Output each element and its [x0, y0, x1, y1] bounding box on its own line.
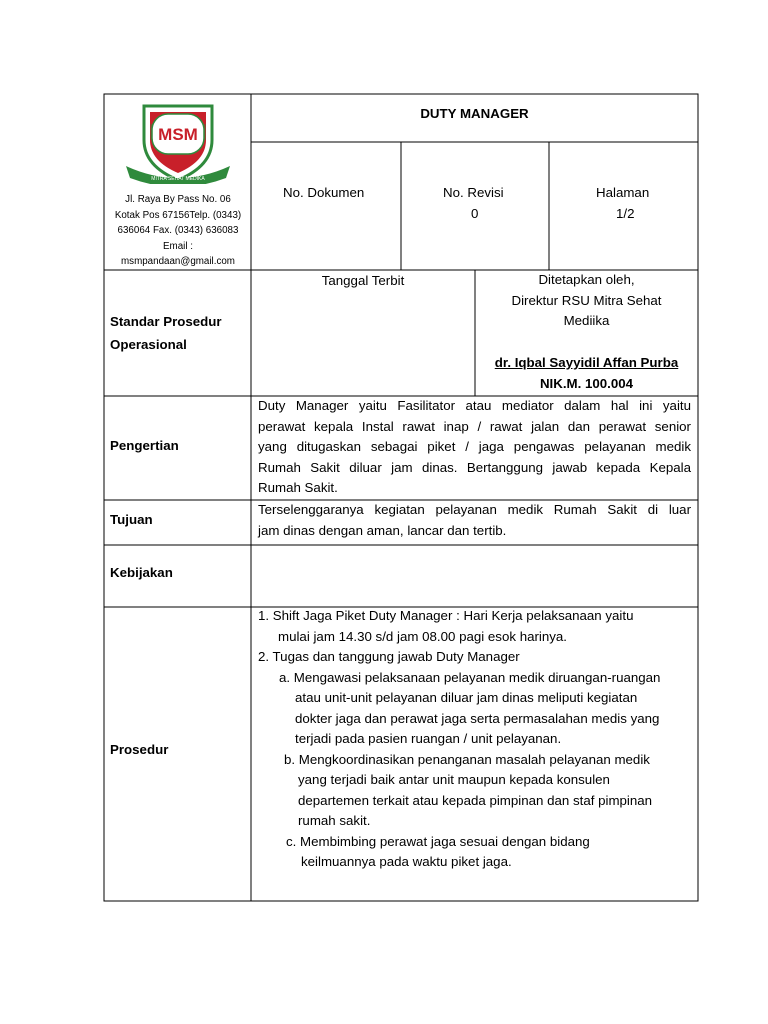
address-line: 636064 Fax. (0343) 636083 [117, 225, 239, 237]
pengertian-line: perawat kepala Instal rawat inap / rawat jalan dan perawat senior [258, 418, 691, 434]
address-line: Kotak Pos 67156Telp. (0343) [114, 209, 242, 221]
pengertian-line: Duty Manager yaitu Fasilitator atau mediator dalam hal ini yaitu [258, 398, 691, 413]
prosedur-text [258, 606, 694, 873]
prosedur-line: departemen terkait atau kepada pimpinan dan staf pimpinan [298, 792, 653, 808]
prosedur-line: terjadi pada pasien ruangan / unit pelayanan. [295, 731, 562, 746]
tujuan-text [258, 500, 691, 541]
issue-date-label: Tanggal Terbit [321, 273, 405, 288]
tujuan-line: Terselenggaranya kegiatan pelayanan medik Rumah Sakit di luar [258, 502, 691, 517]
signer-name: dr. Iqbal Sayyidil Affan Purba [494, 355, 679, 370]
prosedur-line: dokter jaga dan perawat jaga serta permasalahan medis yang [295, 710, 660, 726]
doc-number-label: No. Dokumen [283, 185, 365, 200]
approval-line: Mediika [563, 313, 610, 328]
logo-ribbon-text: MITRA SEHAT MEDIKA [151, 176, 205, 182]
prosedur-line: c. Membimbing perawat jaga sesuai dengan bidang [286, 833, 590, 849]
prosedur-line: rumah sakit. [298, 813, 371, 828]
approval-line: Ditetapkan oleh, [538, 272, 635, 287]
sop-label-line: Standar Prosedur [110, 314, 222, 329]
hospital-logo [122, 100, 234, 184]
prosedur-line: atau unit-unit pelayanan diluar jam dinas meliputi kegiatan [295, 690, 638, 705]
logo-text: MSM [158, 125, 198, 144]
prosedur-label: Prosedur [110, 742, 169, 757]
pengertian-line: yang ditugaskan sebagai piket / jaga pengawas pelayanan medik [258, 439, 691, 454]
prosedur-line: b. Mengkoordinasikan penanganan masalah pelayanan medik [284, 751, 650, 767]
address-block [105, 192, 251, 270]
document-title: DUTY MANAGER [420, 106, 529, 121]
email-line: msmpandaan@gmail.com [121, 256, 235, 268]
sop-label [110, 312, 222, 355]
approval-line: Direktur RSU Mitra Sehat [511, 292, 662, 308]
address-line: Jl. Raya By Pass No. 06 [125, 194, 231, 205]
prosedur-line: yang terjadi baik antar unit maupun kepada konsulen [298, 772, 610, 787]
revision-label: No. Revisi [443, 185, 504, 200]
prosedur-line: mulai jam 14.30 s/d jam 08.00 pagi esok harinya. [278, 628, 567, 644]
signer-id: NIK.M. 100.004 [539, 376, 634, 391]
sop-label-line: Operasional [110, 336, 187, 352]
approval-block [475, 270, 698, 332]
prosedur-line: 2. Tugas dan tanggung jawab Duty Manager [258, 649, 520, 664]
pengertian-line: Rumah Sakit. [258, 480, 338, 495]
tujuan-line: jam dinas dengan aman, lancar dan tertib. [258, 522, 507, 538]
page-label: Halaman [596, 185, 650, 200]
prosedur-line: keilmuannya pada waktu piket jaga. [301, 854, 512, 869]
pengertian-label: Pengertian [110, 438, 179, 453]
tujuan-label: Tujuan [110, 512, 153, 527]
prosedur-line: a. Mengawasi pelaksanaan pelayanan medik diruangan-ruangan [279, 669, 661, 685]
page-value: 1/2 [616, 206, 635, 221]
revision-value: 0 [471, 206, 479, 221]
pengertian-text [258, 396, 691, 499]
kebijakan-label: Kebijakan [110, 565, 173, 580]
prosedur-line: 1. Shift Jaga Piket Duty Manager : Hari Kerja pelaksanaan yaitu [258, 608, 634, 623]
address-line: Email : [163, 240, 193, 252]
pengertian-line: Rumah Sakit diluar jam dinas. Bertanggung jawab kepada Kepala [258, 459, 691, 475]
